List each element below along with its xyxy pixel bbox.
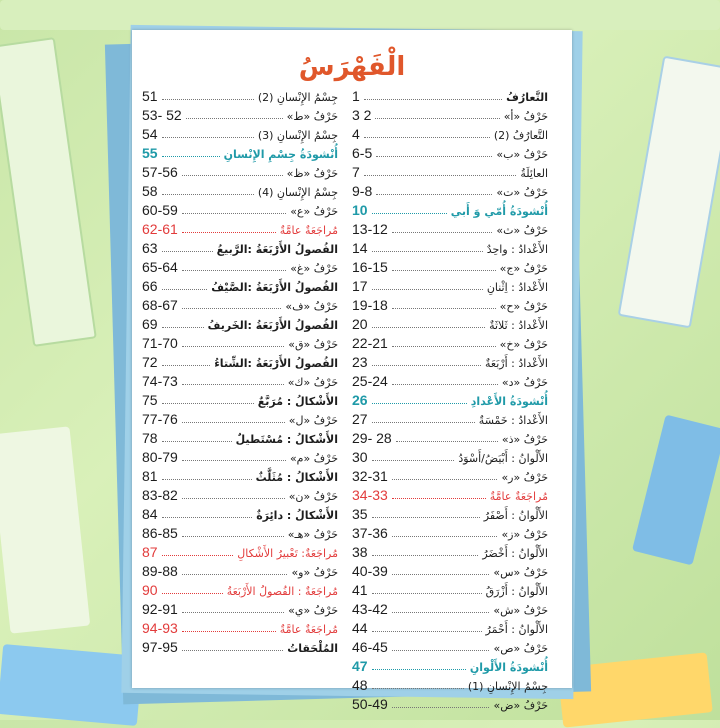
index-entry [352,409,548,428]
dot-leader [392,308,496,309]
entry-label: الأَشْكالُ : مُسْتَطيلٌ [235,433,338,446]
dot-leader [372,669,466,670]
index-entry [142,428,338,447]
dot-leader [392,232,493,233]
index-entry [142,181,338,200]
dot-leader [364,99,502,100]
entry-label: الأَعْدادُ : اِثْنانِ [486,281,548,294]
page-number: 10 [352,202,368,218]
index-entry [352,694,548,713]
dot-leader [182,213,286,214]
dot-leader [372,365,481,366]
dot-leader [372,213,447,214]
index-entry [352,675,548,694]
index-entry [142,523,338,542]
page-number: 54 [142,126,158,142]
index-entry [142,504,338,523]
dot-leader [375,118,499,119]
dot-leader [364,137,490,138]
page-number: 57-56 [142,164,178,180]
decorative-book [632,415,720,566]
entry-label: حَرْفُ «ع» [290,205,338,218]
index-entry [142,390,338,409]
dot-leader [182,346,284,347]
entry-label: حَرْفُ «د» [501,376,548,389]
page-number: 44 [352,620,368,636]
entry-label: حَرْفُ «ب» [496,148,548,161]
entry-label: حَرْفُ «م» [289,452,338,465]
index-entry [352,238,548,257]
index-entry [352,542,548,561]
entry-label: جِسْمُ الإِنْسانِ (2) [257,91,338,104]
page-number: 60-59 [142,202,178,218]
entry-label: حَرْفُ «ل» [288,414,338,427]
page-number: 66 [142,278,158,294]
entry-label: الفُصولُ الأَرْبَعَةُ :الشِّتاءُ [214,357,338,370]
entry-label: حَرْفُ «ت» [496,186,548,199]
page-number: 77-76 [142,411,178,427]
dot-leader [392,612,490,613]
page-number: 23 [352,354,368,370]
entry-label: حَرْفُ «س» [493,566,548,579]
dot-leader [162,555,234,556]
page-number: 46-45 [352,639,388,655]
index-entry [142,238,338,257]
index-entry [352,162,548,181]
entry-label: الفُصولُ الأَرْبَعَةُ :الصَّيْفُ [211,281,338,294]
page-number: 34-33 [352,487,388,503]
dot-leader [162,194,254,195]
page-number: 81 [142,468,158,484]
entry-label: حَرْفُ «ف» [285,300,338,313]
dot-leader [182,612,284,613]
index-entry [352,561,548,580]
entry-label: حَرْفُ «غ» [290,262,338,275]
dot-leader [392,384,498,385]
entry-label: حَرْفُ «هـ» [287,528,338,541]
entry-label: حَرْفُ «ط» [286,110,338,123]
index-entry [142,257,338,276]
page-number: 9-8 [352,183,373,199]
page-number: 17 [352,278,368,294]
page-number: 40-39 [352,563,388,579]
index-entry [142,162,338,181]
page-number: 75 [142,392,158,408]
index-entry [142,542,338,561]
dot-leader [162,593,223,594]
index-entry [142,447,338,466]
dot-leader [162,327,204,328]
page-number: 13-12 [352,221,388,237]
entry-label: حَرْفُ «ز» [501,528,548,541]
page-number: 68-67 [142,297,178,313]
page-number: 7 [352,164,360,180]
index-entry [352,219,548,238]
background-band [0,0,720,30]
dot-leader [364,175,517,176]
page-number: 1 [352,88,360,104]
dot-leader [182,498,285,499]
dot-leader [162,441,232,442]
page-number: 48 [352,677,368,693]
index-entry [142,143,338,162]
index-entry [352,580,548,599]
page-number: 50-49 [352,696,388,712]
dot-leader [372,555,479,556]
index-entry [352,466,548,485]
page-number: 86-85 [142,525,178,541]
entry-label: حَرْفُ «ش» [493,604,548,617]
dot-leader [162,517,253,518]
index-entry [352,124,548,143]
page-number: 62-61 [142,221,178,237]
page-number: 87 [142,544,158,560]
dot-leader [186,118,283,119]
page-number: 51 [142,88,158,104]
dot-leader [182,536,284,537]
page-number: 90 [142,582,158,598]
index-entry [352,428,548,447]
index-entry [352,637,548,656]
entry-label: حَرْفُ «ي» [288,604,338,617]
page-number: 32-31 [352,468,388,484]
entry-label: حَرْفُ «ذ» [501,433,548,446]
entry-label: جِسْمُ الإِنْسانِ (4) [257,186,338,199]
entry-label: الأَلْوانُ : أَبْيَضُ/أَسْوَدُ [458,452,548,465]
dot-leader [162,156,220,157]
entry-label: حَرْفُ «ظ» [286,167,338,180]
page-number: 55 [142,145,158,161]
dot-leader [376,156,492,157]
index-entry [142,200,338,219]
index-entry [142,86,338,105]
entry-label: الفُصولُ الأَرْبَعَةُ :الرَّبيعُ [216,243,338,256]
dot-leader [182,175,283,176]
index-entry [142,314,338,333]
index-entry [142,580,338,599]
dot-leader [162,251,213,252]
decorative-notebook [618,56,720,329]
entry-label: المُلْحَقاتُ [287,642,338,655]
page-number: 14 [352,240,368,256]
dot-leader [182,270,286,271]
page-number: 58 [142,183,158,199]
dot-leader [162,403,254,404]
entry-label: التَّعارُفُ (2) [493,129,548,142]
entry-label: العائِلَةُ [520,167,548,180]
index-entry [352,390,548,409]
index-entry [142,295,338,314]
dot-leader [392,479,498,480]
page-number: 19-18 [352,297,388,313]
dot-leader [372,460,455,461]
entry-label: حَرْفُ «و» [291,566,338,579]
entry-label: التَّعارُفُ [506,91,548,104]
index-entry [142,352,338,371]
page-number: 74-73 [142,373,178,389]
page-number: 3 2 [352,107,372,123]
page-number: 94-93 [142,620,178,636]
entry-label: حَرْفُ «ح» [499,300,548,313]
entry-label: حَرْفُ «ض» [493,699,548,712]
dot-leader [392,574,490,575]
index-entry [142,276,338,295]
page-number: 26 [352,392,368,408]
page-number: 38 [352,544,368,560]
index-entry [142,599,338,618]
dot-leader [372,593,482,594]
entry-label: الأَعْدادُ : خَمْسَةٌ [478,414,548,427]
entry-label: جِسْمُ الإِنْسانِ (1) [467,680,548,693]
entry-label: أُنْشودَةُ جِسْمِ الإِنْسانِ [223,148,338,161]
index-entry [142,371,338,390]
index-entry [142,466,338,485]
dot-leader [182,308,282,309]
page-number: 25-24 [352,373,388,389]
dot-leader [182,650,283,651]
index-column-right [352,86,548,713]
index-entry [142,485,338,504]
page-number: 97-95 [142,639,178,655]
index-entry [142,637,338,656]
page-number: 84 [142,506,158,522]
dot-leader [372,289,483,290]
index-entry [352,599,548,618]
entry-label: حَرْفُ «ج» [499,262,548,275]
page-number: 72 [142,354,158,370]
index-entry [352,86,548,105]
entry-label: الأَعْدادُ : أَرْبَعَةٌ [485,357,548,370]
dot-leader [372,251,483,252]
dot-leader [162,479,252,480]
index-entry [352,371,548,390]
page-number: 89-88 [142,563,178,579]
entry-label: الأَلْوانُ : أَحْمَرُ [485,623,548,636]
dot-leader [376,194,492,195]
entry-label: حَرْفُ «ث» [496,224,548,237]
page-number: 35 [352,506,368,522]
index-entry [352,257,548,276]
dot-leader [392,650,490,651]
page-number: 71-70 [142,335,178,351]
decorative-notebook [0,37,97,347]
entry-label: حَرْفُ «ص» [493,642,548,655]
page-title: الْفَهْرَسُ [298,52,406,82]
page-number: 20 [352,316,368,332]
index-entry [352,276,548,295]
index-entry [352,181,548,200]
entry-label: الفُصولُ الأَرْبَعَةُ :الخَريفُ [207,319,338,332]
dot-leader [182,460,286,461]
dot-leader [182,422,285,423]
index-entry [352,314,548,333]
page-number: 63 [142,240,158,256]
index-page [132,30,572,712]
dot-leader [182,384,284,385]
page-number: 78 [142,430,158,446]
index-entry [352,143,548,162]
entry-label: حَرْفُ «ق» [288,338,338,351]
entry-label: الأَعْدادُ : واحِدٌ [486,243,548,256]
dot-leader [372,688,464,689]
entry-label: حَرْفُ «أ» [503,110,548,123]
page-number: 83-82 [142,487,178,503]
index-entry [352,447,548,466]
dot-leader [392,707,490,708]
entry-label: مُراجَعَةٌ عامَّةٌ [279,224,338,237]
dot-leader [162,289,208,290]
index-entry [142,219,338,238]
dot-leader [372,403,467,404]
page-number: 16-15 [352,259,388,275]
page-number: 80-79 [142,449,178,465]
entry-label: الأَشْكالُ : دائِرَةٌ [256,509,338,522]
dot-leader [162,137,254,138]
entry-label: حَرْفُ «ك» [287,376,338,389]
entry-label: حَرْفُ «خ» [499,338,548,351]
entry-label: الأَعْدادُ : ثَلاثَةٌ [489,319,548,332]
page-number: 92-91 [142,601,178,617]
entry-label: مُراجَعَةٌ عامَّةٌ [489,490,548,503]
index-entry [352,200,548,219]
page-number: 43-42 [352,601,388,617]
index-entry [142,618,338,637]
dot-leader [392,346,496,347]
entry-label: أُنْشودَةُ الأَلْوانِ [469,661,548,674]
page-number: 22-21 [352,335,388,351]
entry-label: الأَلْوانُ : أَخْضَرُ [482,547,548,560]
page-number: 30 [352,449,368,465]
index-entry [352,295,548,314]
index-entry [142,561,338,580]
page-number: 37-36 [352,525,388,541]
page-number: 41 [352,582,368,598]
entry-label: الأَشْكالُ : مُثَلَّثٌ [255,471,338,484]
page-number: 6-5 [352,145,373,161]
entry-label: مُراجَعَةٌ عامَّةٌ [279,623,338,636]
dot-leader [182,574,288,575]
index-entry [352,618,548,637]
decorative-notebook [0,426,90,633]
entry-label: حَرْفُ «ن» [288,490,338,503]
entry-label: الأَلْوانُ : أَصْفَرُ [483,509,548,522]
dot-leader [372,631,482,632]
entry-label: مُراجَعَةٌ : الفُصولُ الأَرْبَعَةُ [226,585,338,598]
dot-leader [372,422,475,423]
page-number: 47 [352,658,368,674]
index-column-left [142,86,338,656]
page-number: 29- 28 [352,430,392,446]
entry-label: مُراجَعَةٌ: تَعْبيرُ الأَشْكالِ [237,547,338,560]
dot-leader [162,365,211,366]
entry-label: جِسْمُ الإِنْسانِ (3) [257,129,338,142]
dot-leader [392,536,498,537]
page-number: 4 [352,126,360,142]
entry-label: حَرْفُ «ر» [501,471,548,484]
dot-leader [392,270,496,271]
entry-label: الأَشْكالُ : مُرَبَّعٌ [257,395,338,408]
index-entry [142,105,338,124]
dot-leader [396,441,498,442]
index-entry [142,409,338,428]
entry-label: أُنْشودَةُ أُمّي وَ أَبي [450,205,548,218]
dot-leader [182,631,276,632]
index-entry [352,504,548,523]
index-entry [352,523,548,542]
dot-leader [372,327,486,328]
dot-leader [372,517,480,518]
index-entry [352,333,548,352]
index-entry [352,656,548,675]
index-entry [142,333,338,352]
page-number: 65-64 [142,259,178,275]
dot-leader [392,498,486,499]
dot-leader [162,99,254,100]
dot-leader [182,232,276,233]
page-number: 27 [352,411,368,427]
entry-label: الأَلْوانُ : أَزْرَقُ [485,585,548,598]
index-entry [142,124,338,143]
entry-label: أُنْشودَةُ الأَعْدادِ [470,395,548,408]
page-number: 69 [142,316,158,332]
page-number: 53- 52 [142,107,182,123]
index-entry [352,485,548,504]
index-entry [352,352,548,371]
index-entry [352,105,548,124]
